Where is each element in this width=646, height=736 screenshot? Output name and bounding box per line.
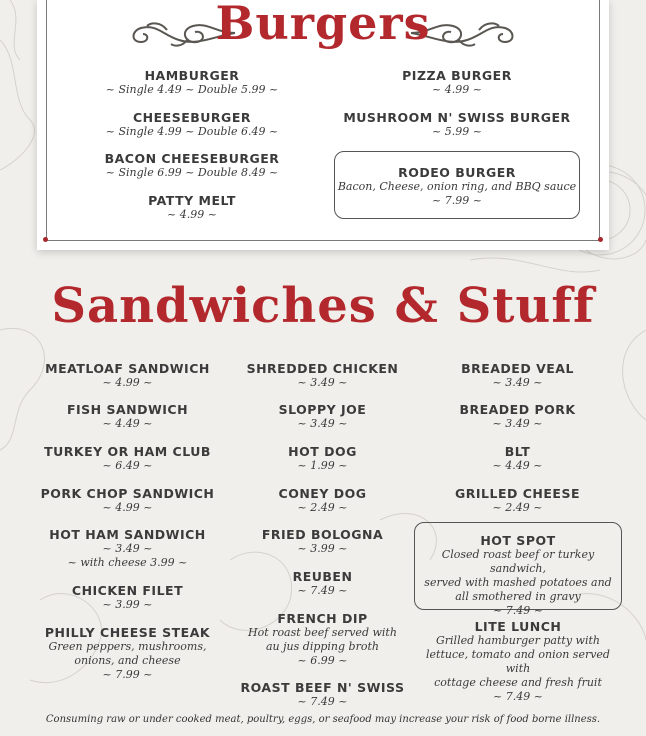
menu-item-hot-ham-sandwich xyxy=(30,527,225,570)
item-name: FISH SANDWICH xyxy=(66,402,189,417)
item-price: ~ 4.99 ~ xyxy=(167,208,217,221)
item-description: lettuce, tomato and onion served with xyxy=(426,648,610,675)
item-name: RODEO BURGER xyxy=(398,165,516,180)
menu-item-breaded-veal xyxy=(420,361,615,390)
item-name: BACON CHEESEBURGER xyxy=(104,151,280,166)
item-price: ~ 4.99 ~ xyxy=(432,83,482,96)
item-price: ~ 2.49 ~ xyxy=(492,501,543,514)
item-name: HOT DOG xyxy=(288,444,357,459)
menu-item-meatloaf-sandwich xyxy=(30,361,225,390)
item-price: ~ 3.49 ~ xyxy=(492,376,543,389)
item-name: PATTY MELT xyxy=(148,193,236,208)
menu-item-sloppy-joe xyxy=(225,402,420,431)
item-price: ~ 4.99 ~ xyxy=(102,376,153,389)
menu-item-french-dip xyxy=(225,611,420,668)
corner-dot-right xyxy=(598,237,603,242)
menu-item-turkey-ham-club xyxy=(30,444,225,473)
item-name: CHEESEBURGER xyxy=(133,110,251,125)
item-price: ~ 7.99 ~ xyxy=(432,194,482,207)
menu-item-lite-lunch xyxy=(414,619,622,704)
item-name: BREADED VEAL xyxy=(461,361,574,376)
item-name: HOT SPOT xyxy=(480,533,556,548)
item-name: CHICKEN FILET xyxy=(71,583,184,598)
menu-item-fried-bologna xyxy=(225,527,420,556)
menu-item-shredded-chicken xyxy=(225,361,420,390)
item-price: ~ Single 6.99 ~ Double 8.49 ~ xyxy=(105,166,279,179)
menu-item-philly-cheese-steak xyxy=(30,625,225,682)
item-name: SLOPPY JOE xyxy=(278,402,367,417)
item-price: ~ 7.49 ~ xyxy=(493,690,543,703)
item-price: ~ 5.99 ~ xyxy=(432,125,482,138)
item-extra-price: ~ with cheese 3.99 ~ xyxy=(67,556,188,569)
item-name: PIZZA BURGER xyxy=(402,68,512,83)
menu-item-reuben xyxy=(225,569,420,598)
item-price: ~ 6.49 ~ xyxy=(102,459,153,472)
menu-item-mushroom-swiss-burger xyxy=(337,110,577,139)
item-price: ~ 7.99 ~ xyxy=(102,668,153,681)
menu-item-blt xyxy=(420,444,615,473)
item-name: MEATLOAF SANDWICH xyxy=(45,361,210,376)
burgers-title: Burgers xyxy=(215,0,431,50)
menu-item-pizza-burger xyxy=(337,68,577,97)
item-name: SHREDDED CHICKEN xyxy=(246,361,399,376)
menu-item-roast-beef-swiss xyxy=(225,680,420,709)
item-description: Bacon, Cheese, onion ring, and BBQ sauce xyxy=(337,180,577,193)
item-description: served with mashed potatoes and xyxy=(424,576,612,589)
item-name: HAMBURGER xyxy=(144,68,240,83)
menu-item-breaded-pork xyxy=(420,402,615,431)
corner-dot-left xyxy=(43,237,48,242)
item-price: ~ 4.99 ~ xyxy=(102,501,153,514)
menu-item-hamburger xyxy=(89,68,295,97)
item-name: HOT HAM SANDWICH xyxy=(49,527,206,542)
food-safety-footnote: Consuming raw or under cooked meat, poultry, eggs, or seafood may increase your risk of food borne illness. xyxy=(45,714,601,725)
item-name: FRENCH DIP xyxy=(277,611,368,626)
item-price: ~ 4.49 ~ xyxy=(102,417,153,430)
item-name: REUBEN xyxy=(292,569,353,584)
item-price: ~ 3.49 ~ xyxy=(297,376,348,389)
item-description: all smothered in gravy xyxy=(455,590,581,603)
item-name: BLT xyxy=(504,444,531,459)
item-description: Green peppers, mushrooms, xyxy=(48,640,207,653)
menu-item-hot-spot xyxy=(414,533,622,618)
item-price: ~ Single 4.49 ~ Double 5.99 ~ xyxy=(105,83,279,96)
menu-item-hot-dog xyxy=(225,444,420,473)
item-price: ~ 1.99 ~ xyxy=(297,459,348,472)
item-price: ~ 3.99 ~ xyxy=(297,542,348,555)
item-description: au jus dipping broth xyxy=(266,640,379,653)
item-price: ~ 7.49 ~ xyxy=(297,584,348,597)
menu-item-cheeseburger xyxy=(89,110,295,139)
burgers-card xyxy=(37,0,609,250)
menu-item-pork-chop-sandwich xyxy=(30,486,225,515)
item-description: onions, and cheese xyxy=(74,654,181,667)
item-name: FRIED BOLOGNA xyxy=(261,527,384,542)
item-price: ~ 4.49 ~ xyxy=(492,459,543,472)
item-name: GRILLED CHEESE xyxy=(455,486,580,501)
item-name: TURKEY OR HAM CLUB xyxy=(44,444,211,459)
menu-item-chicken-filet xyxy=(30,583,225,612)
item-name: LITE LUNCH xyxy=(474,619,562,634)
menu-item-rodeo-burger xyxy=(334,165,580,208)
item-description: Hot roast beef served with xyxy=(248,626,397,639)
menu-item-grilled-cheese xyxy=(420,486,615,515)
menu-item-patty-melt xyxy=(89,193,295,222)
item-price: ~ Single 4.99 ~ Double 6.49 ~ xyxy=(105,125,279,138)
item-price: ~ 3.49 ~ xyxy=(492,417,543,430)
item-price: ~ 3.49 ~ xyxy=(297,417,348,430)
item-description: cottage cheese and fresh fruit xyxy=(434,676,602,689)
item-name: PORK CHOP SANDWICH xyxy=(40,486,215,501)
item-price: ~ 7.49 ~ xyxy=(297,695,348,708)
item-description: Closed roast beef or turkey sandwich, xyxy=(441,548,595,575)
item-price: ~ 7.49 ~ xyxy=(493,604,543,617)
item-description: Grilled hamburger patty with xyxy=(435,634,600,647)
item-name: PHILLY CHEESE STEAK xyxy=(44,625,211,640)
menu-item-coney-dog xyxy=(225,486,420,515)
item-name: BREADED PORK xyxy=(459,402,576,417)
menu-item-fish-sandwich xyxy=(30,402,225,431)
item-name: MUSHROOM N' SWISS BURGER xyxy=(343,110,571,125)
item-name: ROAST BEEF N' SWISS xyxy=(240,680,405,695)
item-price: ~ 2.49 ~ xyxy=(297,501,348,514)
item-price: ~ 6.99 ~ xyxy=(297,654,348,667)
item-name: CONEY DOG xyxy=(278,486,367,501)
sandwiches-title: Sandwiches & Stuff xyxy=(51,278,595,334)
menu-item-bacon-cheeseburger xyxy=(89,151,295,180)
item-price: ~ 3.99 ~ xyxy=(102,598,153,611)
item-price: ~ 3.49 ~ xyxy=(102,542,153,555)
